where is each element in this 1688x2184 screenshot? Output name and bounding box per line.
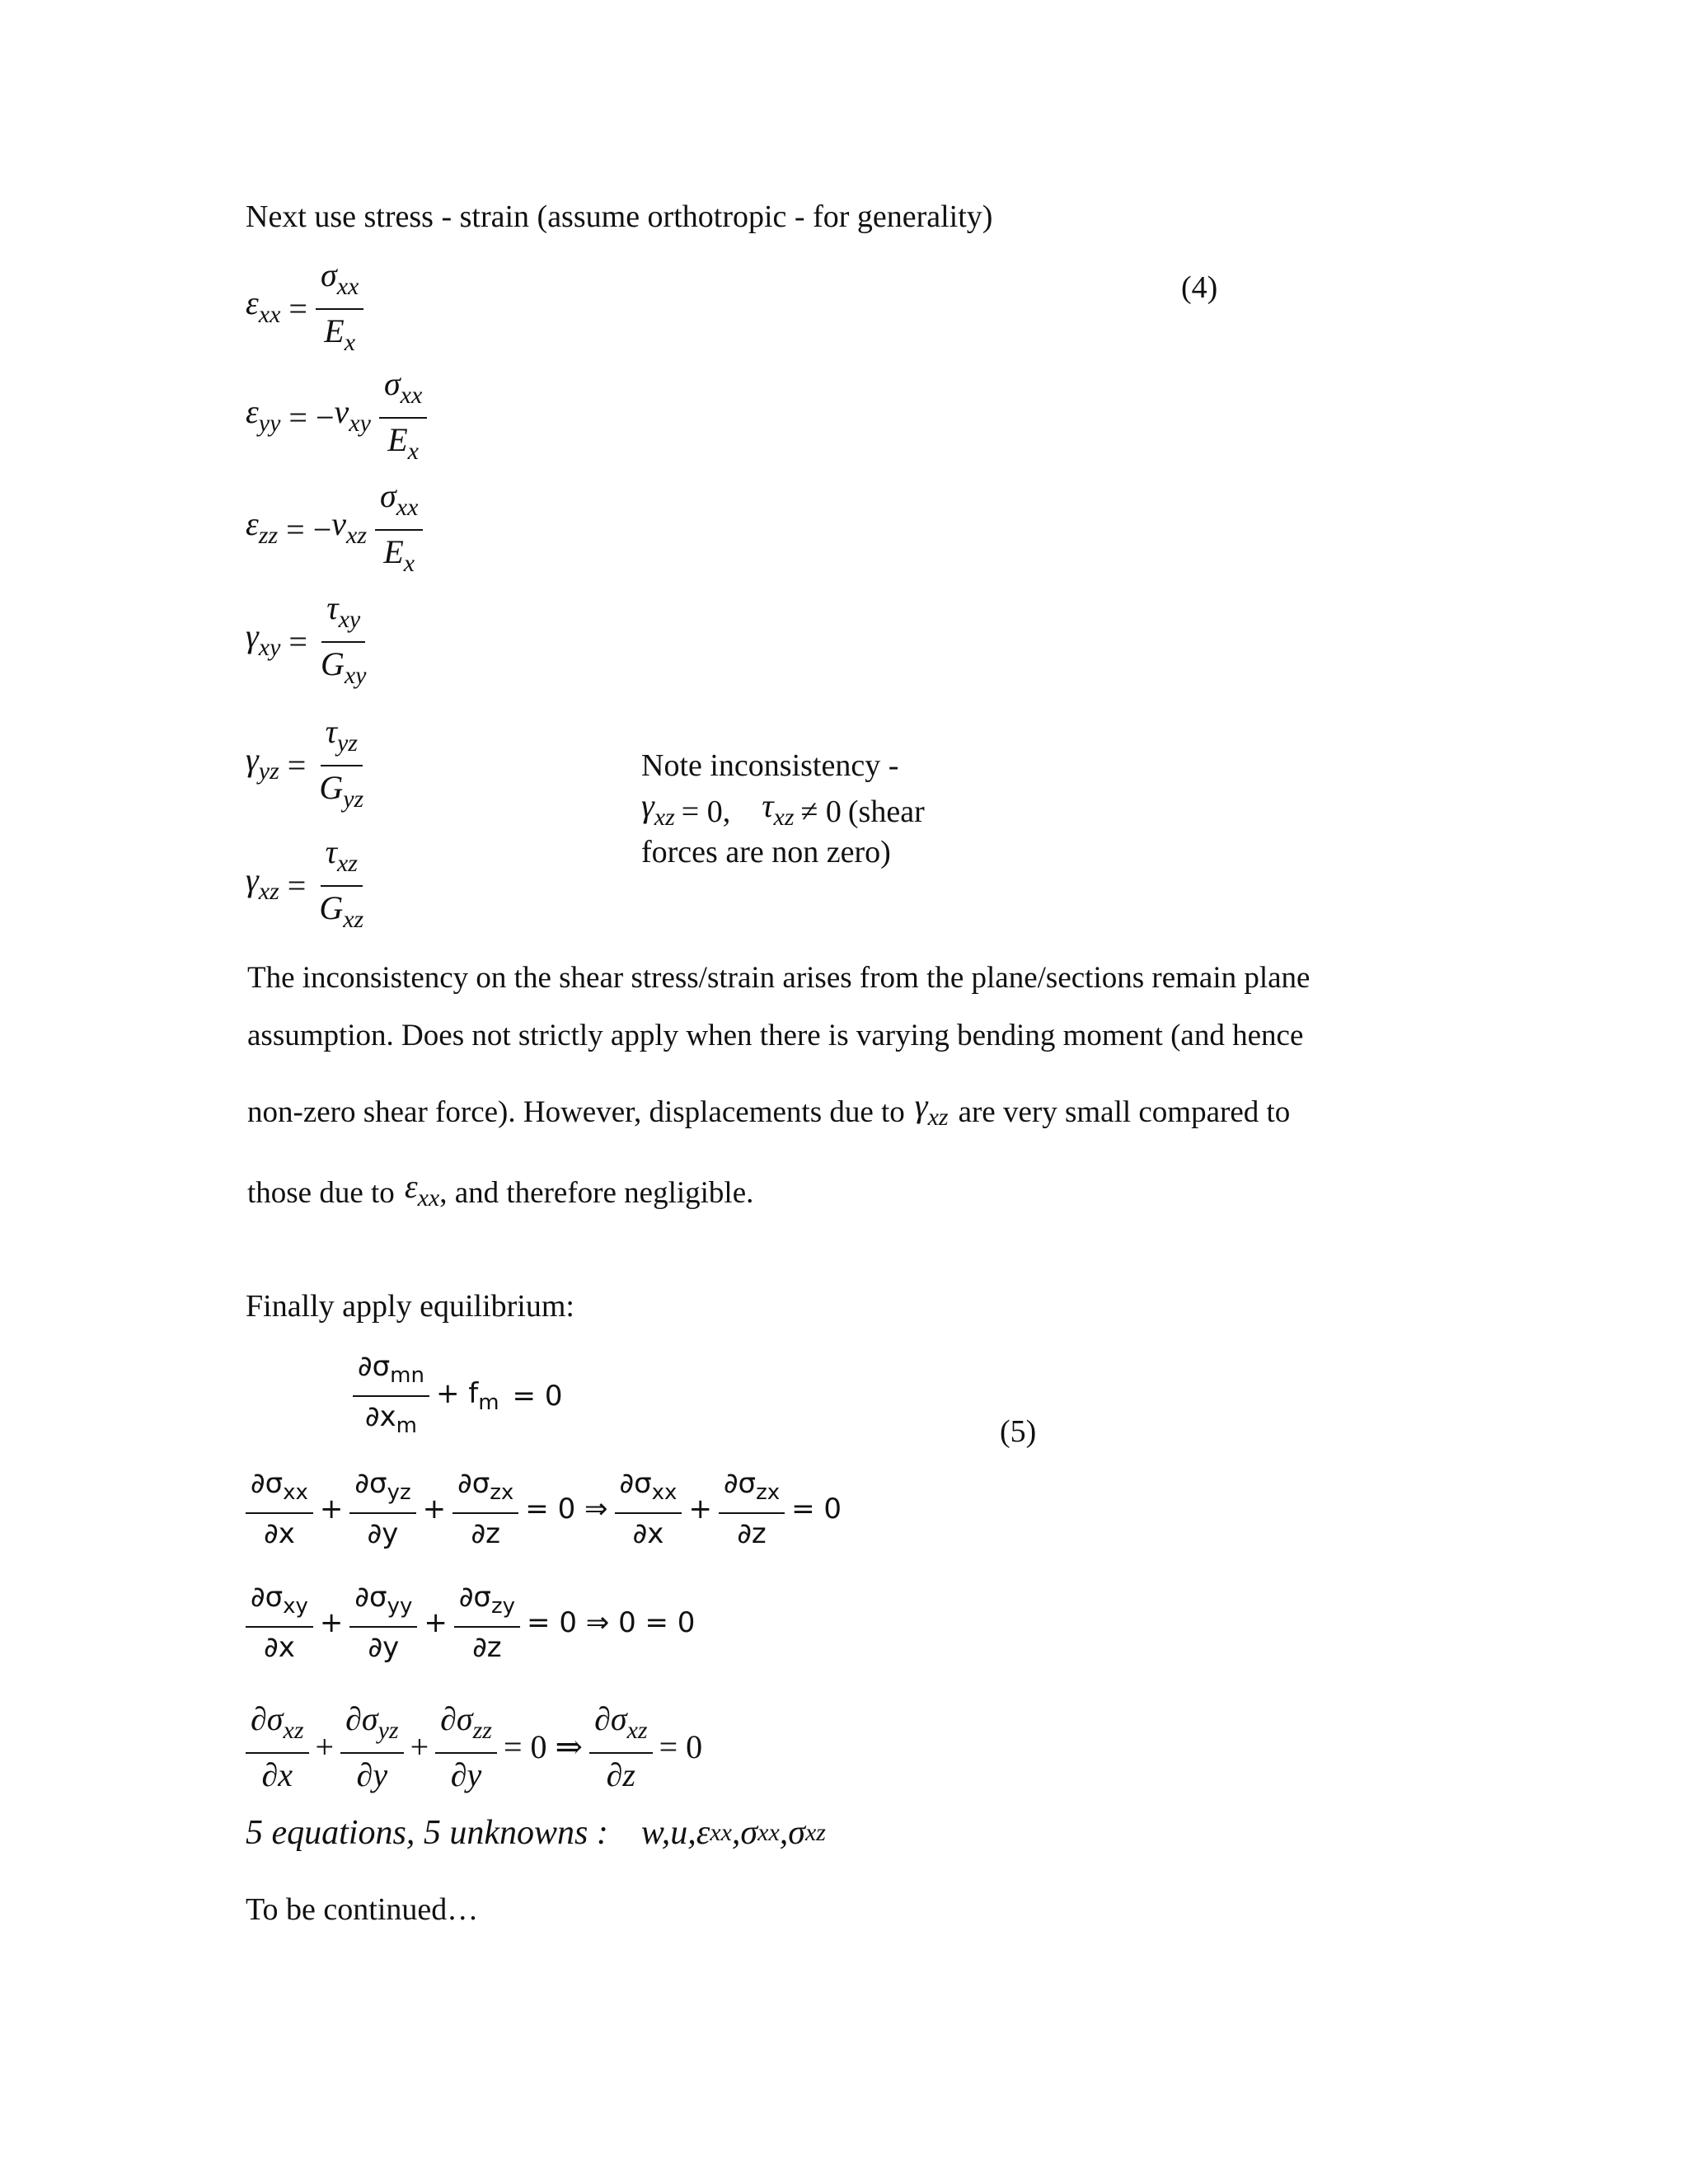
paragraph-line-3-a: non-zero shear force). However, displacements due to xyxy=(247,1094,905,1129)
equation-equilibrium-x: $\frac{\partial\sigma_{xx}}{\partial x}$ + $\frac{\partial\sigma_{yz}}{\partial y}$ + $\frac{\partial\sigma_{zx}}{\partial z}$ = 0 ⇒ $\frac{\partial\sigma_{xx}}{\partial x}$ + $\frac{\partial\sigma_{zx}}{\partial z}$ = 0 xyxy=(246,1467,848,1550)
equation-epsilon-xx: $\varepsilon_{xx}$ = $\frac{\sigma_{xx}}{E_x}$ xyxy=(246,257,363,361)
equation-number-5: (5) xyxy=(1000,1414,1037,1449)
equation-number-4: (4) xyxy=(1181,270,1218,305)
paragraph-line-4: those due to $\varepsilon_{xx}$ , and therefore negligible. xyxy=(247,1168,754,1212)
equation-epsilon-yy: $\varepsilon_{yy}$ = − $\nu_{xy}$ $\frac{\sigma_{xx}}{E_x}$ xyxy=(246,366,427,470)
intro-text: Next use stress - strain (assume orthotropic - for generality) xyxy=(246,199,993,234)
summary-text: 5 equations, 5 unknowns : xyxy=(246,1814,608,1852)
note-line-1: Note inconsistency - xyxy=(641,748,899,783)
equation-equilibrium-general: $\frac{\partial\sigma_{mn}}{\partial x_m}$ + $f_m$ = 0 xyxy=(353,1350,569,1442)
equilibrium-heading: Finally apply equilibrium: xyxy=(246,1289,574,1324)
note-line-2: $\gamma_{xz}$ = 0, $\tau_{xz}$ ≠ 0 (shear xyxy=(641,787,925,831)
paragraph-line-2: assumption. Does not strictly apply when there is varying bending moment (and hence xyxy=(247,1019,1304,1052)
paragraph-line-3-b: are very small compared to xyxy=(958,1094,1291,1129)
equation-epsilon-zz: $\varepsilon_{zz}$ = − $\nu_{xz}$ $\frac{\sigma_{xx}}{E_x}$ xyxy=(246,478,423,582)
note-line-3: forces are non zero) xyxy=(641,835,891,869)
note-line-2-tail: (shear xyxy=(847,794,925,829)
equation-gamma-xy: $\gamma_{xy}$ = $\frac{\tau_{xy}}{G_{xy}}$ xyxy=(246,589,367,689)
equation-gamma-yz: $\gamma_{yz}$ = $\frac{\tau_{yz}}{G_{yz}}$ xyxy=(246,713,364,813)
closing-text: To be continued… xyxy=(246,1892,479,1927)
equation-gamma-xz: $\gamma_{xz}$ = $\frac{\tau_{xz}}{G_{xz}}$ xyxy=(246,833,364,933)
paragraph-line-1: The inconsistency on the shear stress/strain arises from the plane/sections remain plane xyxy=(247,961,1311,995)
summary-line: 5 equations, 5 unknowns : w,u,ε xx ,σ xx ,σ xz xyxy=(246,1814,826,1852)
equation-equilibrium-y: $\frac{\partial\sigma_{xy}}{\partial x}$ + $\frac{\partial\sigma_{yy}}{\partial y}$ + $\frac{\partial\sigma_{zy}}{\partial z}$ = 0 ⇒ 0 = 0 xyxy=(246,1581,701,1664)
paragraph-line-4-a: those due to xyxy=(247,1175,395,1210)
equation-equilibrium-z: $\frac{\partial\sigma_{xz}}{\partial x}$ + $\frac{\partial\sigma_{yz}}{\partial y}$ + $\frac{\partial\sigma_{zz}}{\partial y}$ = 0 ⇒ $\frac{\partial\sigma_{xz}}{\partial z}$ = 0 xyxy=(246,1701,709,1793)
paragraph-line-3: non-zero shear force). However, displacements due to $\gamma_{xz}$ are very small compared to xyxy=(247,1087,1291,1131)
summary-unknowns: w,u,ε xyxy=(640,1814,710,1852)
paragraph-line-4-b: , and therefore negligible. xyxy=(439,1175,754,1210)
